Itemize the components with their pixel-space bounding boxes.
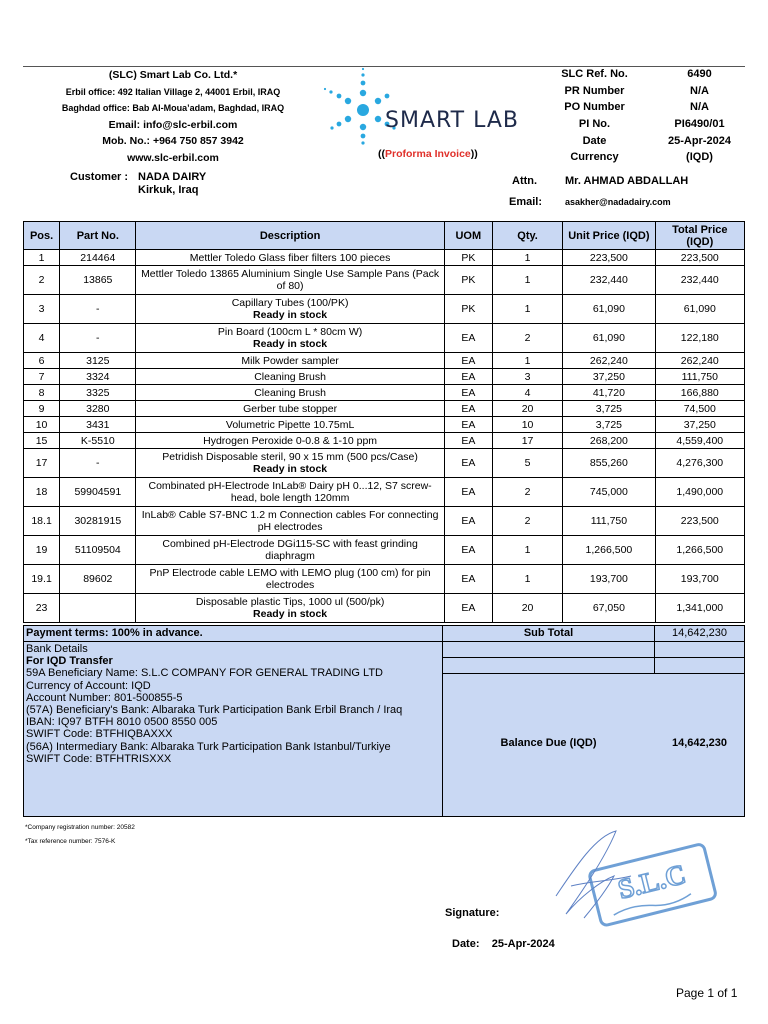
cell-unit: 37,250 — [563, 369, 655, 385]
cell-uom: EA — [444, 478, 492, 507]
cell-total: 37,250 — [655, 417, 744, 433]
signature-date — [452, 938, 555, 950]
bank-line: Currency of Account: IQD — [26, 679, 151, 692]
item-description: InLab® Cable S7-BNC 1.2 m Connection cables For connecting pH electrodes — [141, 509, 439, 533]
cell-uom: PK — [444, 295, 492, 324]
customer-name: NADA DAIRY — [138, 171, 207, 183]
proforma-open: (( — [378, 148, 385, 160]
column-header: Qty. — [492, 222, 562, 250]
bank-subtitle: For IQD Transfer — [26, 655, 113, 668]
cell-total: 122,180 — [655, 324, 744, 353]
cell-part: 3431 — [60, 417, 136, 433]
ref-key: Currency — [570, 151, 619, 164]
stock-status: Ready in stock — [253, 463, 328, 475]
customer-city: Kirkuk, Iraq — [138, 183, 199, 196]
cell-total: 223,500 — [655, 507, 744, 536]
cell-desc — [136, 449, 444, 478]
payment-terms: Payment terms: 100% in advance. — [26, 627, 203, 639]
cell-desc — [136, 353, 444, 369]
bank-line: (56A) Intermediary Bank: Albaraka Turk Participation Bank Istanbul/Turkiye — [26, 740, 391, 753]
cell-unit: 61,090 — [563, 295, 655, 324]
cell-total: 1,266,500 — [655, 536, 744, 565]
proforma-invoice-title — [378, 148, 478, 160]
bank-line: SWIFT Code: BTFHTRISXXX — [26, 752, 172, 765]
cell-part: 59904591 — [60, 478, 136, 507]
cell-total: 262,240 — [655, 353, 744, 369]
page-number: Page 1 of 1 — [676, 986, 738, 1000]
table-row — [24, 385, 745, 401]
bank-line: (57A) Beneficiary's Bank: Albaraka Turk Participation Bank Erbil Branch / Iraq — [26, 704, 403, 717]
cell-unit: 111,750 — [563, 507, 655, 536]
date-label: Date: — [452, 938, 480, 950]
item-description: Volumetric Pipette 10.75mL — [225, 418, 355, 431]
cell-uom: EA — [444, 385, 492, 401]
cell-unit: 232,440 — [563, 266, 655, 295]
bank-details — [26, 643, 438, 765]
cell-part: 214464 — [60, 250, 136, 266]
table-row — [24, 324, 745, 353]
ref-value: N/A — [690, 101, 709, 114]
divider — [442, 626, 443, 816]
registration-note: *Company registration number: 20582 — [25, 824, 135, 831]
cell-unit: 1,266,500 — [563, 536, 655, 565]
company-website: www.slc-erbil.com — [127, 151, 219, 164]
company-email: Email: info@slc-erbil.com — [108, 118, 238, 131]
cell-pos: 18 — [24, 478, 60, 507]
divider — [443, 673, 744, 674]
attn-value: Mr. AHMAD ABDALLAH — [565, 175, 689, 187]
cell-unit: 745,000 — [563, 478, 655, 507]
column-header: UOM — [444, 222, 492, 250]
attn-label: Attn. — [512, 175, 538, 187]
divider — [443, 657, 744, 658]
customer-label: Customer : — [70, 171, 129, 183]
cell-desc — [136, 250, 444, 266]
date-value: 25-Apr-2024 — [491, 938, 555, 950]
cell-total: 61,090 — [655, 295, 744, 324]
item-description: Combinated pH-Electrode InLab® Dairy pH 0...12, S7 screw-head, bole length 120mm — [148, 480, 432, 504]
bank-line: Account Number: 801-500855-5 — [26, 691, 183, 704]
tax-note: *Tax reference number: 7576-K — [25, 838, 116, 845]
item-description: Cleaning Brush — [254, 370, 326, 383]
cell-desc — [136, 478, 444, 507]
cell-part: 3280 — [60, 401, 136, 417]
cell-uom: EA — [444, 536, 492, 565]
column-header: Description — [136, 222, 444, 250]
column-header: Part No. — [60, 222, 136, 250]
cell-qty: 1 — [492, 536, 562, 565]
reference-block — [545, 66, 755, 166]
table-row — [24, 536, 745, 565]
stock-status: Ready in stock — [253, 338, 328, 350]
cell-pos: 23 — [24, 594, 60, 623]
cell-part: 13865 — [60, 266, 136, 295]
cell-total: 232,440 — [655, 266, 744, 295]
bank-line: IBAN: IQ97 BTFH 8010 0500 8550 005 — [26, 716, 218, 729]
table-row — [24, 417, 745, 433]
company-erbil-address: Erbil office: 492 Italian Village 2, 44001 Erbil, IRAQ — [65, 86, 281, 97]
company-name: (SLC) Smart Lab Co. Ltd.* — [108, 69, 238, 81]
signature-label: Signature: — [445, 907, 500, 919]
item-description: Cleaning Brush — [254, 386, 326, 399]
item-description: Mettler Toledo Glass fiber filters 100 pieces — [189, 251, 391, 264]
balance-due-value: 14,642,230 — [671, 737, 728, 749]
cell-total: 1,341,000 — [655, 594, 744, 623]
smart-lab-logo-icon — [322, 66, 527, 146]
cell-unit: 193,700 — [563, 565, 655, 594]
stock-status: Ready in stock — [253, 309, 328, 321]
cell-pos: 6 — [24, 353, 60, 369]
cell-part: 3125 — [60, 353, 136, 369]
cell-pos: 4 — [24, 324, 60, 353]
cell-pos: 9 — [24, 401, 60, 417]
table-row — [24, 433, 745, 449]
ref-row — [545, 66, 755, 83]
bank-line: 59A Beneficiary Name: S.L.C COMPANY FOR GENERAL TRADING LTD — [26, 667, 383, 680]
item-description: Hydrogen Peroxide 0-0.8 & 1-10 ppm — [203, 434, 378, 447]
ref-row — [545, 132, 755, 149]
company-block — [23, 67, 323, 166]
cell-desc — [136, 369, 444, 385]
cell-part: 51109504 — [60, 536, 136, 565]
cell-qty: 20 — [492, 594, 562, 623]
ref-value: 25-Apr-2024 — [668, 134, 731, 147]
cell-uom: EA — [444, 417, 492, 433]
cell-qty: 17 — [492, 433, 562, 449]
cell-total: 111,750 — [655, 369, 744, 385]
ref-key: SLC Ref. No. — [561, 68, 628, 81]
cell-desc — [136, 565, 444, 594]
ref-row — [545, 99, 755, 116]
cell-unit: 223,500 — [563, 250, 655, 266]
ref-row — [545, 83, 755, 100]
table-row — [24, 507, 745, 536]
cell-uom: PK — [444, 250, 492, 266]
table-row — [24, 353, 745, 369]
ref-value: PI6490/01 — [674, 118, 725, 131]
cell-uom: EA — [444, 433, 492, 449]
table-row — [24, 401, 745, 417]
balance-due-label: Balance Due (IQD) — [500, 737, 597, 749]
cell-pos: 18.1 — [24, 507, 60, 536]
divider — [24, 641, 744, 642]
cell-qty: 1 — [492, 295, 562, 324]
line-items-table — [23, 221, 745, 623]
ref-value: 6490 — [687, 68, 712, 81]
cell-desc — [136, 417, 444, 433]
cell-pos: 17 — [24, 449, 60, 478]
item-description: Petridish Disposable steril, 90 x 15 mm (500 pcs/Case) — [162, 451, 418, 463]
table-row — [24, 369, 745, 385]
cell-pos: 3 — [24, 295, 60, 324]
table-row — [24, 594, 745, 623]
ref-key: PO Number — [564, 101, 625, 114]
cell-part: 3325 — [60, 385, 136, 401]
cell-uom: EA — [444, 369, 492, 385]
column-header: Total Price (IQD) — [655, 222, 744, 250]
cell-desc — [136, 507, 444, 536]
company-baghdad-address: Baghdad office: Bab Al-Moua’adam, Baghdad, IRAQ — [61, 103, 285, 113]
item-description: Capillary Tubes (100/PK) — [231, 297, 349, 309]
cell-unit: 41,720 — [563, 385, 655, 401]
table-body — [24, 250, 745, 623]
cell-desc — [136, 594, 444, 623]
column-header: Unit Price (IQD) — [563, 222, 655, 250]
cell-part: - — [60, 324, 136, 353]
ref-key: PR Number — [564, 84, 625, 97]
cell-part: - — [60, 449, 136, 478]
cell-uom: EA — [444, 449, 492, 478]
cell-total: 223,500 — [655, 250, 744, 266]
table-row — [24, 250, 745, 266]
cell-total: 4,559,400 — [655, 433, 744, 449]
item-description: Gerber tube stopper — [243, 402, 338, 415]
cell-unit: 855,260 — [563, 449, 655, 478]
proforma-label: Proforma Invoice — [385, 148, 471, 160]
cell-qty: 1 — [492, 565, 562, 594]
cell-unit: 262,240 — [563, 353, 655, 369]
cell-pos: 19.1 — [24, 565, 60, 594]
cell-total: 193,700 — [655, 565, 744, 594]
item-description: Disposable plastic Tips, 1000 ul (500/pk) — [195, 596, 385, 608]
table-row — [24, 478, 745, 507]
cell-part — [60, 594, 136, 623]
cell-uom: EA — [444, 401, 492, 417]
item-description: PnP Electrode cable LEMO with LEMO plug (100 cm) for pin electrodes — [149, 567, 431, 591]
totals-bank-block — [23, 625, 745, 817]
cell-desc — [136, 401, 444, 417]
bank-line: SWIFT Code: BTFHIQBAXXX — [26, 728, 173, 741]
email-value: asakher@nadadairy.com — [565, 197, 671, 207]
cell-pos: 10 — [24, 417, 60, 433]
table-row — [24, 449, 745, 478]
cell-unit: 67,050 — [563, 594, 655, 623]
subtotal-label: Sub Total — [523, 627, 574, 639]
stamp-text: S.L.C — [615, 859, 689, 906]
item-description: Pin Board (100cm L * 80cm W) — [217, 326, 363, 338]
cell-part: 3324 — [60, 369, 136, 385]
cell-desc — [136, 433, 444, 449]
ref-value: (IQD) — [686, 151, 713, 164]
ref-key: Date — [582, 134, 607, 147]
cell-unit: 61,090 — [563, 324, 655, 353]
cell-uom: EA — [444, 565, 492, 594]
cell-qty: 2 — [492, 478, 562, 507]
cell-unit: 268,200 — [563, 433, 655, 449]
cell-uom: EA — [444, 353, 492, 369]
cell-desc — [136, 385, 444, 401]
email-label: Email: — [509, 196, 543, 208]
ref-key: PI No. — [578, 118, 611, 131]
ref-row — [545, 116, 755, 133]
stock-status: Ready in stock — [253, 608, 328, 620]
cell-pos: 7 — [24, 369, 60, 385]
cell-qty: 1 — [492, 353, 562, 369]
cell-part: - — [60, 295, 136, 324]
item-description: Mettler Toledo 13865 Aluminium Single Use Sample Pans (Pack of 80) — [141, 268, 440, 292]
cell-total: 1,490,000 — [655, 478, 744, 507]
cell-desc — [136, 324, 444, 353]
cell-part: 89602 — [60, 565, 136, 594]
cell-qty: 4 — [492, 385, 562, 401]
column-header: Pos. — [24, 222, 60, 250]
cell-qty: 10 — [492, 417, 562, 433]
cell-pos: 2 — [24, 266, 60, 295]
cell-unit: 3,725 — [563, 417, 655, 433]
subtotal-value: 14,642,230 — [671, 627, 728, 639]
cell-uom: EA — [444, 594, 492, 623]
cell-desc — [136, 266, 444, 295]
cell-pos: 1 — [24, 250, 60, 266]
cell-pos: 19 — [24, 536, 60, 565]
table-header-row — [24, 222, 745, 250]
ref-value: N/A — [690, 84, 709, 97]
table-row — [24, 295, 745, 324]
table-row — [24, 266, 745, 295]
cell-qty: 20 — [492, 401, 562, 417]
cell-qty: 2 — [492, 324, 562, 353]
cell-uom: EA — [444, 507, 492, 536]
company-mobile: Mob. No.: +964 750 857 3942 — [102, 135, 244, 147]
bank-title: Bank Details — [26, 643, 88, 655]
cell-total: 4,276,300 — [655, 449, 744, 478]
cell-qty: 1 — [492, 250, 562, 266]
cell-uom: EA — [444, 324, 492, 353]
cell-desc — [136, 295, 444, 324]
cell-pos: 15 — [24, 433, 60, 449]
cell-qty: 1 — [492, 266, 562, 295]
item-description: Milk Powder sampler — [241, 354, 339, 367]
cell-qty: 5 — [492, 449, 562, 478]
logo-wordmark: SMART LAB — [385, 108, 520, 133]
item-description: Combined pH-Electrode DGi115-SC with feast grinding diaphragm — [162, 538, 418, 562]
cell-uom: PK — [444, 266, 492, 295]
proforma-close: )) — [470, 148, 478, 160]
footnotes — [25, 821, 135, 849]
cell-total: 166,880 — [655, 385, 744, 401]
cell-part: K-5510 — [60, 433, 136, 449]
cell-total: 74,500 — [655, 401, 744, 417]
cell-unit: 3,725 — [563, 401, 655, 417]
company-stamp-icon — [536, 826, 736, 936]
table-row — [24, 565, 745, 594]
ref-row — [545, 149, 755, 166]
cell-desc — [136, 536, 444, 565]
cell-qty: 2 — [492, 507, 562, 536]
cell-qty: 3 — [492, 369, 562, 385]
cell-pos: 8 — [24, 385, 60, 401]
cell-part: 30281915 — [60, 507, 136, 536]
customer-block — [70, 171, 206, 196]
